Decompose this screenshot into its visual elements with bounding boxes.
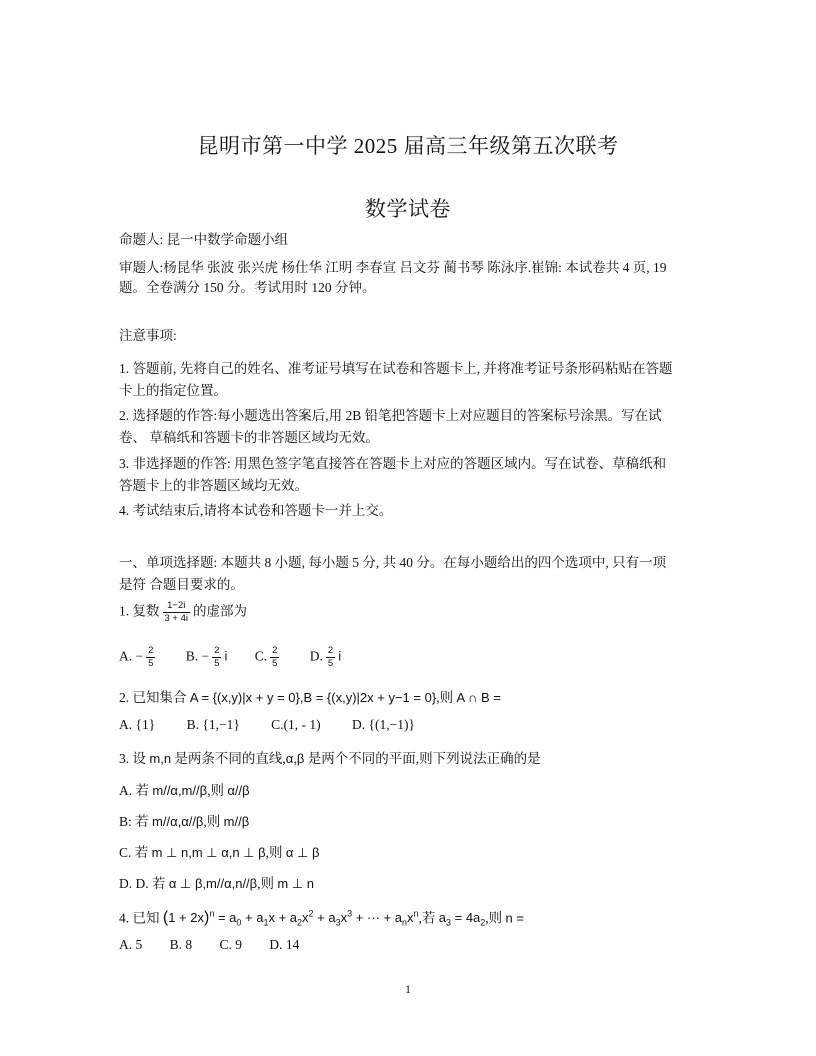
q2-options — [119, 714, 699, 736]
option-fraction — [326, 645, 335, 670]
q1-denominator: 3 + 4i — [164, 613, 189, 624]
q4-binomial-expansion: $(1 + 2x)^n = a_0 + a_1x + a_2x^2 + a_3x^3$ + ··· + $a_nx^n$ — [162, 909, 419, 928]
question-1 — [119, 600, 699, 625]
note-line: 卡上的指定位置。 — [119, 383, 227, 398]
option-fraction — [212, 645, 221, 670]
q3-text-1: 是两条不同的直线, — [174, 751, 286, 766]
note-4: 4. 考试结束后,请将本试卷和答题卡一并上交。 — [119, 503, 393, 518]
q3-text-2: 是两个不同的平面,则下列说法正确的是 — [307, 751, 541, 766]
option-condition: m//α,m//β — [152, 783, 208, 798]
option-tail: i — [224, 648, 228, 664]
option-numerator: 2 — [272, 645, 278, 656]
option-label: D. D. 若 — [119, 876, 166, 891]
notes-heading: 注意事项: — [119, 328, 177, 343]
q4-prefix: 4. 已知 — [119, 910, 160, 926]
option-tail: i — [338, 648, 342, 664]
option-label: B. − — [185, 648, 210, 664]
option-condition: m//α,α//β — [152, 814, 204, 829]
q2-connector: ,则 — [436, 690, 454, 705]
option-then: ,则 — [203, 814, 221, 829]
proposer-line: 命题人: 昆一中数学命题小组 — [119, 232, 289, 247]
question-3 — [119, 748, 699, 770]
question-4 — [119, 903, 699, 934]
q2-option-d: D. {(1,−1)} — [352, 717, 415, 732]
option-label: C. — [254, 648, 268, 664]
note-2 — [119, 405, 699, 449]
section-line: 是符 合题目要求的。 — [119, 577, 244, 592]
note-line: 3. 非选择题的作答: 用黑色签字笔直接答在答题卡上对应的答题区域内。写在试卷、草稿纸和 — [119, 456, 667, 471]
option-condition: m ⊥ n,m ⊥ α,n ⊥ β — [151, 845, 266, 860]
section-one-heading — [119, 552, 699, 596]
option-denominator: 5 — [148, 658, 154, 669]
page-number: 1 — [405, 982, 411, 996]
exam-subtitle: 数学试卷 — [365, 197, 451, 221]
option-numerator: 2 — [148, 645, 154, 656]
option-label: C. 若 — [119, 845, 149, 860]
option-result: α ⊥ β — [285, 845, 320, 860]
note-line: 答题卡上的非答题区域均无效。 — [119, 478, 308, 493]
option-denominator: 5 — [327, 658, 334, 669]
option-fraction — [270, 645, 279, 670]
q4-option-b: B. 8 — [169, 937, 193, 952]
option-label: B: 若 — [119, 814, 149, 829]
q4-then: ,则 — [485, 910, 503, 926]
option-result: m//β — [223, 814, 250, 829]
option-label: A. 若 — [119, 783, 149, 798]
q2-option-a: A. {1} — [119, 717, 156, 732]
q4-option-c: C. 9 — [219, 937, 243, 952]
note-line: 1. 答题前, 先将自己的姓名、准考证号填写在试卷和答题卡上, 并将准考证号条形码粘贴在答题 — [119, 361, 673, 376]
q3-prefix: 3. 设 — [119, 751, 146, 766]
q3-planes: α,β — [285, 751, 305, 766]
q1-prefix: 1. 复数 — [119, 603, 160, 619]
question-2 — [119, 687, 699, 709]
q4-condition: $a_3 = 4a_2$ — [438, 910, 486, 928]
q2-option-c: C.(1, - 1) — [271, 717, 321, 732]
q4-result: n = — [505, 910, 524, 926]
note-1 — [119, 358, 699, 402]
q4-option-d: D. 14 — [269, 937, 300, 952]
option-condition: α ⊥ β,m//α,n//β — [168, 876, 258, 891]
note-line: 卷、 草稿纸和答题卡的非答题区域均无效。 — [119, 430, 379, 445]
q4-option-a: A. 5 — [119, 937, 143, 952]
q2-prefix: 2. 已知集合 — [119, 690, 187, 705]
q1-suffix: 的虚部为 — [193, 603, 248, 619]
option-result: α//β — [227, 783, 250, 798]
q4-options — [119, 934, 699, 956]
q1-option-a — [119, 645, 158, 670]
note-line: 2. 选择题的作答:每小题选出答案后,用 2B 铅笔把答题卡上对应题目的答案标号涂黑。写在试 — [119, 408, 662, 423]
option-then: ,则 — [257, 876, 275, 891]
option-label: A. − — [119, 648, 144, 664]
q1-option-b — [186, 645, 228, 670]
option-numerator: 2 — [214, 645, 220, 656]
option-then: ,则 — [265, 845, 283, 860]
q3-option-d — [119, 873, 699, 895]
option-fraction — [146, 645, 155, 670]
q4-connector: ,若 — [418, 910, 436, 926]
option-numerator: 2 — [327, 645, 334, 656]
exam-title: 昆明市第一中学 2025 届高三年级第五次联考 — [197, 134, 619, 158]
note-3 — [119, 453, 699, 497]
option-result: m ⊥ n — [277, 876, 314, 891]
q1-numerator: 1−2i — [163, 600, 191, 613]
q1-fraction — [163, 600, 191, 625]
option-then: ,则 — [207, 783, 224, 798]
q3-option-c — [119, 842, 699, 864]
q3-option-b — [119, 811, 699, 833]
q3-lines: m,n — [149, 751, 172, 766]
option-denominator: 5 — [272, 658, 278, 669]
q2-sets: A = {(x,y)|x + y = 0},B = {(x,y)|2x + y−1 = 0} — [189, 690, 437, 705]
q2-option-b: B. {1,−1} — [186, 717, 240, 732]
reviewer-line-2: 题。全卷满分 150 分。考试用时 120 分钟。 — [119, 280, 376, 295]
q3-option-a — [119, 780, 699, 802]
q1-options — [119, 645, 699, 670]
section-line: 一、单项选择题: 本题共 8 小题, 每小题 5 分, 共 40 分。在每小题给出的四个选项中, 只有一项 — [119, 555, 667, 570]
q1-option-d — [310, 645, 341, 670]
q2-intersection: A ∩ B = — [456, 690, 501, 705]
option-label: D. — [309, 648, 323, 664]
option-denominator: 5 — [214, 658, 220, 669]
reviewer-line-1: 审题人:杨昆华 张波 张兴虎 杨仕华 江明 李春宣 吕文芬 蔺书琴 陈泳序.崔锦: 本试卷共 4 页, 19 — [119, 260, 667, 275]
q1-option-c — [255, 645, 283, 670]
